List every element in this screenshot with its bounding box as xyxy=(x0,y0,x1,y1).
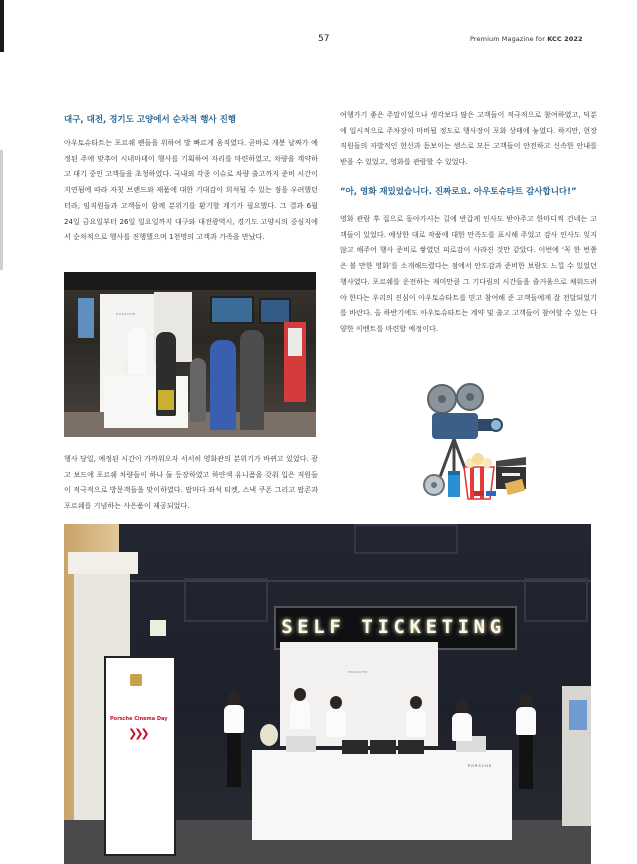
lobby-tv-2 xyxy=(259,298,291,324)
desk-monitor-1 xyxy=(342,740,368,754)
photo-caption-event-day: 행사 당일, 예정된 시간이 가까워오자 서서히 영화관의 분위기가 바뀌고 있었다. 광고 보드에 포르쉐 차량들이 하나 둘 등장하였고 하얀색 유니폼을 갖춰 입은 직원들이 적극적으로 방문객들을 맞이하였다. 팝마다 좌석 티켓, 스낵 쿠폰 그리고 팝콘과 포르쉐를 기념하는 사은품이 제공되었다. xyxy=(64,454,318,511)
lobby-tv-1 xyxy=(210,296,254,324)
lobby-kiosk-screen xyxy=(288,328,302,356)
desk-laptop-left xyxy=(286,736,316,752)
lobby-visitor-child xyxy=(190,358,206,422)
page-edge-shadow xyxy=(0,150,3,270)
lobby-visitor-1-shorts xyxy=(158,390,174,410)
wall-panel-top xyxy=(354,524,458,554)
article-paragraph-weekend: 여행가기 좋은 주말이었으나 생각보다 많은 고객들이 적극적으로 참여하였고, 덕분에 일시적으로 주차장이 마비될 정도로 행사장이 포화 상태에 놓였다. 하지만, 현장 직원들의 자발적인 헌신과 돋보이는 센스로 모든 고객들이 안전하고 신속한 안내를 받을 수 있었고, 영화를 관람할 수 있었다. xyxy=(340,110,597,167)
banner-title: Porsche Cinema Day xyxy=(110,716,168,722)
lobby-porsche-logo: PORSCHE xyxy=(116,312,137,316)
article-paragraph-closing: 영화 관람 후 집으로 돌아가시는 길에 반갑게 인사도 받아주고 한마디씩 건네는 고객들이 있었다. 예상한 대로 작품에 대한 만족도를 표시해 주었고 감사 인사도 잊지 않고 해주어 행사 준비로 쌓였던 피로감이 사라진 것만 같았다. 이번에 ‘꼭 한 번쯤은 볼 만한 영화’를 소개해드렸다는 점에서 안도감과 준비한 보람도 느낄 수 있었던 행사였다. 포르쉐를 운전하는 재미만큼 그 기다림의 시간들을 즐거움으로 채워드려야 한다는 우리의 진심이 아우토슈타트를 믿고 참여해 준 고객들에게 잘 전달되었기를 바란다. 올 하반기에도 아우토슈타트는 계약 및 출고 고객들이 참여할 수 있는 다양한 이벤트를 마련할 예정이다. xyxy=(340,214,597,333)
porsche-cinema-day-banner xyxy=(104,656,176,856)
page-edge-tab xyxy=(0,0,4,52)
wall-panel-left xyxy=(184,578,268,622)
desk-monitor-2 xyxy=(370,740,396,754)
banner-arrows-icon: ❯❯❯ xyxy=(128,727,147,740)
article-paragraph-intro: 아우토슈타트는 포르쉐 팬들을 위하여 발 빠르게 움직였다. 곧바로 개봉 날짜가 예정된 주에 맞추어 시네마데이 행사를 기획하여 자리를 마련하였고, 차량을 계약하고 대기 중인 고객들을 초청하였다. 국내외 각종 이슈로 차량 출고까지 준비 시간이 지연됨에 따라 자칫 브랜드와 제품에 대한 기대감이 희석될 수 있는 점을 우려했던 터라, 임직원들과 고객들이 함께 분위기를 환기할 계기가 필요했다. 그 결과 6월 24일 금요일부터 26일 일요일까지 대구와 대전광역시, 경기도 고양시의 중심지에서 순차적으로 행사를 진행했으며 1천명의 고객과 가족을 만났다. xyxy=(64,138,318,242)
self-ticketing-photo xyxy=(64,524,591,864)
magazine-label xyxy=(470,35,583,43)
section-heading-events: 대구, 대전, 경기도 고양에서 순차적 행사 진행 xyxy=(64,115,237,125)
section-heading-quote: “아, 영화 재밌었습니다. 진짜로요. 아우토슈타트 감사합니다!” xyxy=(340,187,577,197)
desk-monitor-3 xyxy=(398,740,424,754)
movie-projector-popcorn-icon xyxy=(418,381,530,501)
event-lobby-photo xyxy=(64,272,316,437)
lobby-screen-left xyxy=(78,298,94,338)
lobby-visitor-2 xyxy=(210,340,236,430)
column-capital xyxy=(68,552,138,574)
lobby-ceiling xyxy=(64,272,316,290)
desk-porsche-logo: PORSCHE xyxy=(468,764,493,768)
magazine-prefix: Premium Magazine for xyxy=(470,35,548,43)
magazine-brand: KCC 2022 xyxy=(547,35,583,43)
self-ticketing-sign-text: SELF TICKETING xyxy=(281,616,506,638)
lobby-visitor-3 xyxy=(240,330,264,430)
backdrop-porsche-logo: PORSCHE xyxy=(348,670,369,674)
desk-flowers xyxy=(260,724,278,746)
lobby-staff-person xyxy=(128,328,146,374)
exit-light xyxy=(150,620,166,636)
page-number: 57 xyxy=(318,34,330,44)
wall-panel-right xyxy=(524,578,588,622)
banner-porsche-crest-icon xyxy=(130,674,142,686)
right-kiosk-screen xyxy=(569,700,587,730)
